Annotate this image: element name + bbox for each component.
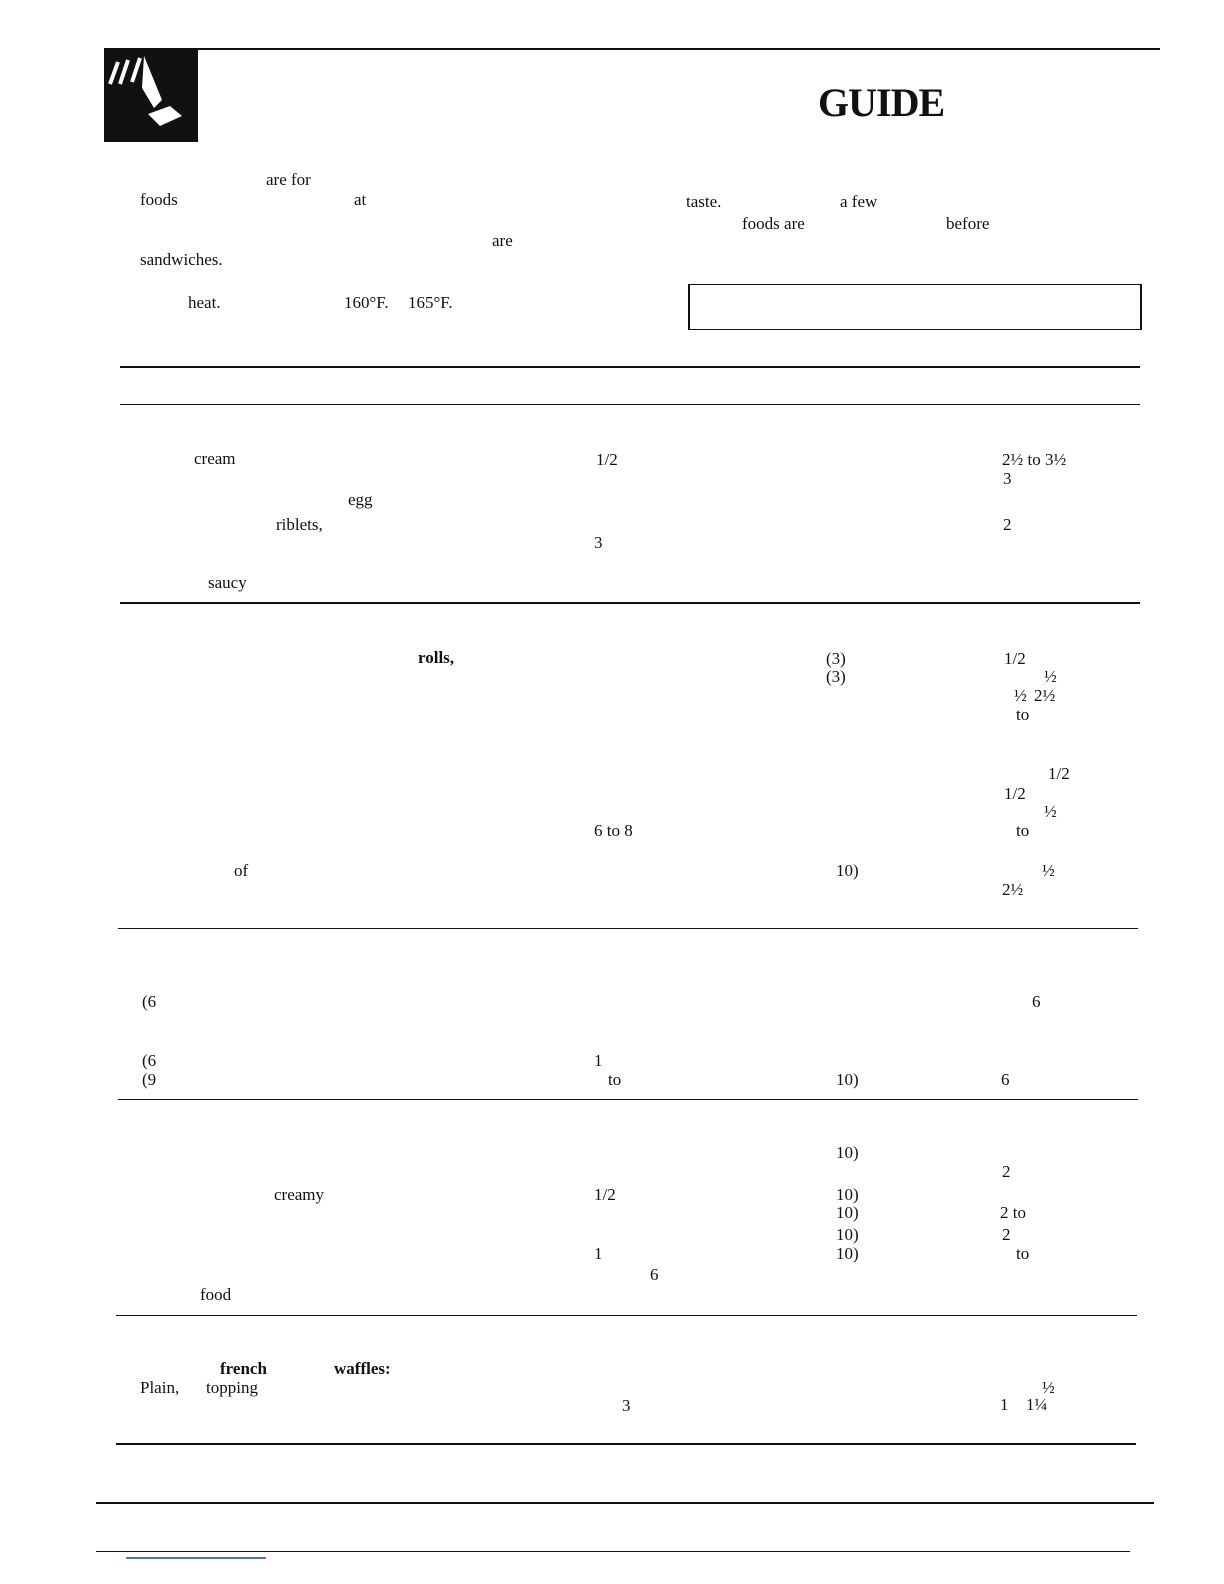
intro-text: are for bbox=[266, 170, 311, 189]
table-cell: 10) bbox=[836, 861, 859, 880]
table-cell: 10) bbox=[836, 1203, 859, 1222]
section-rule bbox=[116, 1315, 1137, 1316]
intro-text: 160°F. bbox=[344, 293, 389, 312]
table-cell: (9 bbox=[142, 1070, 157, 1089]
table-cell: to bbox=[608, 1070, 622, 1089]
intro-text: 165°F. bbox=[408, 293, 453, 312]
header-rule bbox=[104, 48, 1160, 50]
table-cell: riblets, bbox=[276, 515, 323, 534]
table-cell: cream bbox=[194, 449, 236, 468]
intro-text: foods bbox=[140, 190, 178, 209]
table-cell: 2 bbox=[1002, 1225, 1011, 1244]
section-rule bbox=[116, 1443, 1136, 1445]
link-underline[interactable] bbox=[126, 1557, 266, 1559]
table-cell: waffles: bbox=[334, 1359, 391, 1378]
table-cell: 3 bbox=[1003, 469, 1012, 488]
table-cell: 10) bbox=[836, 1244, 859, 1263]
intro-text: heat. bbox=[188, 293, 221, 312]
table-top-rule bbox=[120, 366, 1140, 368]
intro-text: foods are bbox=[742, 214, 805, 233]
table-cell: 6 bbox=[1001, 1070, 1010, 1089]
table-cell: (6 bbox=[142, 1051, 157, 1070]
table-cell: 1/2 bbox=[1048, 764, 1070, 783]
table-cell: french bbox=[220, 1359, 267, 1378]
table-cell: 6 to 8 bbox=[594, 821, 633, 840]
table-cell: 2½ to 3½ bbox=[1002, 450, 1067, 469]
intro-text: before bbox=[946, 214, 990, 233]
table-cell: ½ bbox=[1014, 686, 1027, 705]
page-title: GUIDE bbox=[818, 80, 945, 125]
table-cell: 1 bbox=[1000, 1395, 1009, 1414]
intro-text: a few bbox=[840, 192, 878, 211]
table-cell: 2 bbox=[1002, 1162, 1011, 1181]
section-rule bbox=[118, 1099, 1138, 1100]
footer-rule bbox=[96, 1502, 1154, 1504]
table-cell: saucy bbox=[208, 573, 247, 592]
table-cell: food bbox=[200, 1285, 232, 1304]
table-cell: 2½ bbox=[1002, 880, 1024, 899]
table-cell: creamy bbox=[274, 1185, 325, 1204]
table-cell: (3) bbox=[826, 667, 846, 686]
table-cell: ½ bbox=[1044, 667, 1057, 686]
footer-rule-thin bbox=[96, 1551, 1130, 1552]
table-cell: of bbox=[234, 861, 249, 880]
table-cell: 10) bbox=[836, 1070, 859, 1089]
table-cell: to bbox=[1016, 705, 1030, 724]
note-box bbox=[688, 284, 1142, 330]
table-cell: ½ bbox=[1042, 861, 1055, 880]
table-cell: 3 bbox=[594, 533, 603, 552]
table-cell: 3 bbox=[622, 1396, 631, 1415]
table-cell: Plain, bbox=[140, 1378, 180, 1397]
table-cell: (3) bbox=[826, 649, 846, 668]
section-rule bbox=[120, 602, 1140, 604]
table-cell: to bbox=[1016, 821, 1030, 840]
table-cell: 1/2 bbox=[1004, 649, 1026, 668]
table-cell: 6 bbox=[1032, 992, 1041, 1011]
table-cell: egg bbox=[348, 490, 373, 509]
intro-text: are bbox=[492, 231, 513, 250]
table-cell: 6 bbox=[650, 1265, 659, 1284]
table-cell: 1/2 bbox=[594, 1185, 616, 1204]
table-cell: 10) bbox=[836, 1143, 859, 1162]
table-cell: 1/2 bbox=[596, 450, 618, 469]
table-cell: 2 to bbox=[1000, 1203, 1026, 1222]
intro-text: sandwiches. bbox=[140, 250, 223, 269]
intro-text: at bbox=[354, 190, 367, 209]
table-cell: to bbox=[1016, 1244, 1030, 1263]
table-cell: 1 bbox=[594, 1244, 603, 1263]
table-cell: 10) bbox=[836, 1225, 859, 1244]
table-cell: (6 bbox=[142, 992, 157, 1011]
table-cell: 10) bbox=[836, 1185, 859, 1204]
table-cell: 2 bbox=[1003, 515, 1012, 534]
table-cell: 2½ bbox=[1034, 686, 1056, 705]
hand-pressing-pad-icon bbox=[104, 48, 198, 142]
table-cell: 1 bbox=[594, 1051, 603, 1070]
table-header-rule bbox=[120, 404, 1140, 405]
section-rule bbox=[118, 928, 1138, 929]
table-cell: 1/2 bbox=[1004, 784, 1026, 803]
table-cell: 1¼ bbox=[1026, 1395, 1048, 1414]
table-cell: rolls, bbox=[418, 648, 455, 667]
intro-text: taste. bbox=[686, 192, 722, 211]
table-cell: ½ bbox=[1042, 1378, 1055, 1397]
table-cell: ½ bbox=[1044, 802, 1057, 821]
table-cell: topping bbox=[206, 1378, 258, 1397]
